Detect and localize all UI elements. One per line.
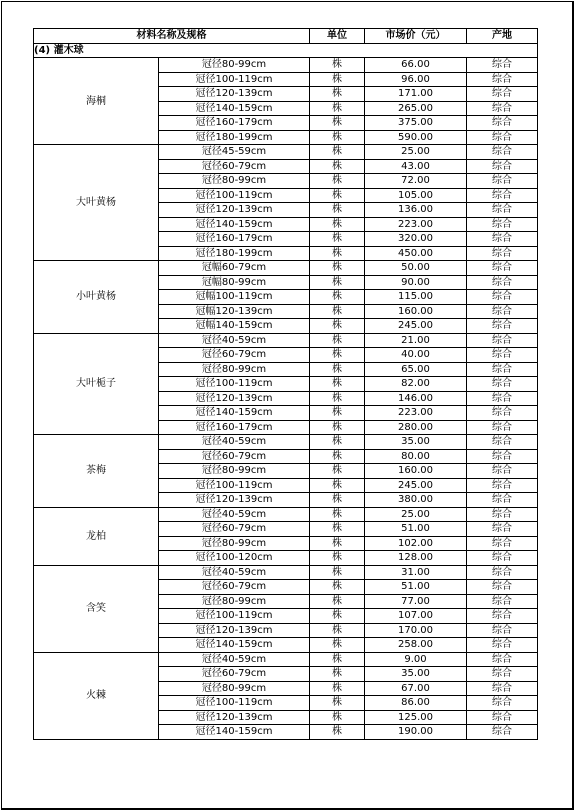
price-cell: 125.00 — [365, 710, 467, 725]
table-row — [34, 145, 538, 160]
unit-cell: 株 — [310, 536, 365, 551]
origin-cell: 综合 — [467, 377, 538, 392]
unit-cell: 株 — [310, 188, 365, 203]
price-cell: 86.00 — [365, 696, 467, 711]
unit-cell: 株 — [310, 667, 365, 682]
spec-cell: 冠径40-59cm — [159, 333, 310, 348]
spec-cell: 冠径60-79cm — [159, 159, 310, 174]
origin-cell: 综合 — [467, 609, 538, 624]
origin-cell: 综合 — [467, 333, 538, 348]
spec-cell: 冠径80-99cm — [159, 174, 310, 189]
origin-cell: 综合 — [467, 232, 538, 247]
unit-cell: 株 — [310, 87, 365, 102]
price-cell: 31.00 — [365, 565, 467, 580]
price-cell: 40.00 — [365, 348, 467, 363]
origin-cell: 综合 — [467, 101, 538, 116]
price-cell: 280.00 — [365, 420, 467, 435]
origin-cell: 综合 — [467, 319, 538, 334]
unit-cell: 株 — [310, 725, 365, 740]
price-cell: 375.00 — [365, 116, 467, 131]
price-cell: 258.00 — [365, 638, 467, 653]
unit-cell: 株 — [310, 696, 365, 711]
price-cell: 450.00 — [365, 246, 467, 261]
header-material: 材料名称及规格 — [34, 29, 310, 44]
unit-cell: 株 — [310, 391, 365, 406]
price-cell: 223.00 — [365, 217, 467, 232]
spec-cell: 冠径100-119cm — [159, 188, 310, 203]
origin-cell: 综合 — [467, 594, 538, 609]
price-cell: 25.00 — [365, 507, 467, 522]
origin-cell: 综合 — [467, 710, 538, 725]
spec-cell: 冠径140-159cm — [159, 638, 310, 653]
unit-cell: 株 — [310, 217, 365, 232]
header-row — [34, 29, 538, 44]
price-cell: 115.00 — [365, 290, 467, 305]
unit-cell: 株 — [310, 594, 365, 609]
spec-cell: 冠径40-59cm — [159, 565, 310, 580]
unit-cell: 株 — [310, 420, 365, 435]
origin-cell: 综合 — [467, 623, 538, 638]
origin-cell: 综合 — [467, 188, 538, 203]
spec-cell: 冠径80-99cm — [159, 594, 310, 609]
price-cell: 51.00 — [365, 522, 467, 537]
unit-cell: 株 — [310, 101, 365, 116]
origin-cell: 综合 — [467, 130, 538, 145]
origin-cell: 综合 — [467, 362, 538, 377]
origin-cell: 综合 — [467, 565, 538, 580]
price-cell: 265.00 — [365, 101, 467, 116]
table-row — [34, 333, 538, 348]
unit-cell: 株 — [310, 290, 365, 305]
material-name: 含笑 — [34, 565, 159, 652]
unit-cell: 株 — [310, 435, 365, 450]
origin-cell: 综合 — [467, 464, 538, 479]
unit-cell: 株 — [310, 159, 365, 174]
spec-cell: 冠径120-139cm — [159, 493, 310, 508]
material-name: 小叶黄杨 — [34, 261, 159, 334]
origin-cell: 综合 — [467, 159, 538, 174]
price-cell: 82.00 — [365, 377, 467, 392]
price-cell: 65.00 — [365, 362, 467, 377]
unit-cell: 株 — [310, 203, 365, 218]
price-cell: 35.00 — [365, 435, 467, 450]
unit-cell: 株 — [310, 710, 365, 725]
origin-cell: 综合 — [467, 493, 538, 508]
origin-cell: 综合 — [467, 536, 538, 551]
spec-cell: 冠径140-159cm — [159, 217, 310, 232]
price-cell: 43.00 — [365, 159, 467, 174]
price-cell: 35.00 — [365, 667, 467, 682]
spec-cell: 冠径120-139cm — [159, 710, 310, 725]
spec-cell: 冠幅100-119cm — [159, 290, 310, 305]
spec-cell: 冠径40-59cm — [159, 507, 310, 522]
unit-cell: 株 — [310, 275, 365, 290]
unit-cell: 株 — [310, 174, 365, 189]
origin-cell: 综合 — [467, 580, 538, 595]
price-cell: 51.00 — [365, 580, 467, 595]
material-name: 茶梅 — [34, 435, 159, 508]
price-cell: 136.00 — [365, 203, 467, 218]
spec-cell: 冠幅120-139cm — [159, 304, 310, 319]
spec-cell: 冠径60-79cm — [159, 580, 310, 595]
origin-cell: 综合 — [467, 638, 538, 653]
spec-cell: 冠径120-139cm — [159, 203, 310, 218]
origin-cell: 综合 — [467, 217, 538, 232]
table-row — [34, 652, 538, 667]
spec-cell: 冠径180-199cm — [159, 246, 310, 261]
spec-cell: 冠径40-59cm — [159, 652, 310, 667]
unit-cell: 株 — [310, 58, 365, 73]
spec-cell: 冠径100-119cm — [159, 72, 310, 87]
spec-cell: 冠径120-139cm — [159, 391, 310, 406]
unit-cell: 株 — [310, 464, 365, 479]
unit-cell: 株 — [310, 261, 365, 276]
price-cell: 96.00 — [365, 72, 467, 87]
spec-cell: 冠幅140-159cm — [159, 319, 310, 334]
origin-cell: 综合 — [467, 681, 538, 696]
origin-cell: 综合 — [467, 652, 538, 667]
unit-cell: 株 — [310, 333, 365, 348]
spec-cell: 冠径60-79cm — [159, 522, 310, 537]
price-cell: 105.00 — [365, 188, 467, 203]
spec-cell: 冠径140-159cm — [159, 725, 310, 740]
header-unit: 单位 — [310, 29, 365, 44]
unit-cell: 株 — [310, 507, 365, 522]
unit-cell: 株 — [310, 652, 365, 667]
origin-cell: 综合 — [467, 203, 538, 218]
price-cell: 66.00 — [365, 58, 467, 73]
price-cell: 90.00 — [365, 275, 467, 290]
unit-cell: 株 — [310, 116, 365, 131]
unit-cell: 株 — [310, 130, 365, 145]
spec-cell: 冠幅60-79cm — [159, 261, 310, 276]
origin-cell: 综合 — [467, 290, 538, 305]
price-cell: 160.00 — [365, 304, 467, 319]
material-name: 海桐 — [34, 58, 159, 145]
spec-cell: 冠径120-139cm — [159, 623, 310, 638]
spec-cell: 冠径100-119cm — [159, 377, 310, 392]
unit-cell: 株 — [310, 522, 365, 537]
price-cell: 107.00 — [365, 609, 467, 624]
origin-cell: 综合 — [467, 58, 538, 73]
price-cell: 171.00 — [365, 87, 467, 102]
price-cell: 25.00 — [365, 145, 467, 160]
spec-cell: 冠径100-119cm — [159, 478, 310, 493]
price-cell: 77.00 — [365, 594, 467, 609]
origin-cell: 综合 — [467, 435, 538, 450]
origin-cell: 综合 — [467, 304, 538, 319]
spec-cell: 冠径160-179cm — [159, 232, 310, 247]
unit-cell: 株 — [310, 638, 365, 653]
origin-cell: 综合 — [467, 406, 538, 421]
section-row — [34, 43, 538, 58]
unit-cell: 株 — [310, 232, 365, 247]
price-cell: 146.00 — [365, 391, 467, 406]
spec-cell: 冠径100-119cm — [159, 696, 310, 711]
price-cell: 320.00 — [365, 232, 467, 247]
unit-cell: 株 — [310, 377, 365, 392]
table-row — [34, 261, 538, 276]
origin-cell: 综合 — [467, 275, 538, 290]
origin-cell: 综合 — [467, 667, 538, 682]
table-row — [34, 58, 538, 73]
table-row — [34, 435, 538, 450]
price-cell: 590.00 — [365, 130, 467, 145]
price-cell: 190.00 — [365, 725, 467, 740]
spec-cell: 冠径80-99cm — [159, 362, 310, 377]
unit-cell: 株 — [310, 72, 365, 87]
origin-cell: 综合 — [467, 261, 538, 276]
unit-cell: 株 — [310, 319, 365, 334]
price-cell: 223.00 — [365, 406, 467, 421]
spec-cell: 冠径60-79cm — [159, 348, 310, 363]
origin-cell: 综合 — [467, 449, 538, 464]
unit-cell: 株 — [310, 246, 365, 261]
unit-cell: 株 — [310, 406, 365, 421]
unit-cell: 株 — [310, 565, 365, 580]
unit-cell: 株 — [310, 493, 365, 508]
price-cell: 80.00 — [365, 449, 467, 464]
material-name: 大叶栀子 — [34, 333, 159, 435]
price-cell: 128.00 — [365, 551, 467, 566]
origin-cell: 综合 — [467, 87, 538, 102]
origin-cell: 综合 — [467, 246, 538, 261]
price-cell: 380.00 — [365, 493, 467, 508]
price-cell: 67.00 — [365, 681, 467, 696]
origin-cell: 综合 — [467, 348, 538, 363]
header-price: 市场价（元） — [365, 29, 467, 44]
table-row — [34, 565, 538, 580]
unit-cell: 株 — [310, 478, 365, 493]
material-name: 龙柏 — [34, 507, 159, 565]
origin-cell: 综合 — [467, 116, 538, 131]
unit-cell: 株 — [310, 609, 365, 624]
spec-cell: 冠径180-199cm — [159, 130, 310, 145]
price-cell: 50.00 — [365, 261, 467, 276]
unit-cell: 株 — [310, 449, 365, 464]
spec-cell: 冠径80-99cm — [159, 681, 310, 696]
unit-cell: 株 — [310, 580, 365, 595]
origin-cell: 综合 — [467, 696, 538, 711]
unit-cell: 株 — [310, 362, 365, 377]
spec-cell: 冠径160-179cm — [159, 116, 310, 131]
spec-cell: 冠径140-159cm — [159, 101, 310, 116]
section-title: (4) 灌木球 — [34, 43, 538, 58]
spec-cell: 冠径60-79cm — [159, 667, 310, 682]
price-cell: 245.00 — [365, 478, 467, 493]
origin-cell: 综合 — [467, 72, 538, 87]
table-row — [34, 507, 538, 522]
material-name: 火棘 — [34, 652, 159, 739]
spec-cell: 冠径140-159cm — [159, 406, 310, 421]
origin-cell: 综合 — [467, 420, 538, 435]
price-cell: 102.00 — [365, 536, 467, 551]
header-origin: 产地 — [467, 29, 538, 44]
unit-cell: 株 — [310, 304, 365, 319]
origin-cell: 综合 — [467, 507, 538, 522]
price-cell: 170.00 — [365, 623, 467, 638]
spec-cell: 冠径160-179cm — [159, 420, 310, 435]
price-cell: 21.00 — [365, 333, 467, 348]
spec-cell: 冠径80-99cm — [159, 536, 310, 551]
price-cell: 72.00 — [365, 174, 467, 189]
price-cell: 160.00 — [365, 464, 467, 479]
price-cell: 245.00 — [365, 319, 467, 334]
spec-cell: 冠径120-139cm — [159, 87, 310, 102]
spec-cell: 冠径45-59cm — [159, 145, 310, 160]
origin-cell: 综合 — [467, 522, 538, 537]
unit-cell: 株 — [310, 681, 365, 696]
spec-cell: 冠径100-120cm — [159, 551, 310, 566]
origin-cell: 综合 — [467, 725, 538, 740]
spec-cell: 冠径100-119cm — [159, 609, 310, 624]
price-table-body — [34, 29, 538, 740]
spec-cell: 冠径40-59cm — [159, 435, 310, 450]
origin-cell: 综合 — [467, 391, 538, 406]
price-cell: 9.00 — [365, 652, 467, 667]
material-name: 大叶黄杨 — [34, 145, 159, 261]
spec-cell: 冠径60-79cm — [159, 449, 310, 464]
unit-cell: 株 — [310, 623, 365, 638]
spec-cell: 冠径80-99cm — [159, 58, 310, 73]
unit-cell: 株 — [310, 348, 365, 363]
origin-cell: 综合 — [467, 478, 538, 493]
origin-cell: 综合 — [467, 174, 538, 189]
spec-cell: 冠径80-99cm — [159, 464, 310, 479]
unit-cell: 株 — [310, 551, 365, 566]
origin-cell: 综合 — [467, 145, 538, 160]
unit-cell: 株 — [310, 145, 365, 160]
price-table — [33, 28, 538, 740]
spec-cell: 冠幅80-99cm — [159, 275, 310, 290]
origin-cell: 综合 — [467, 551, 538, 566]
